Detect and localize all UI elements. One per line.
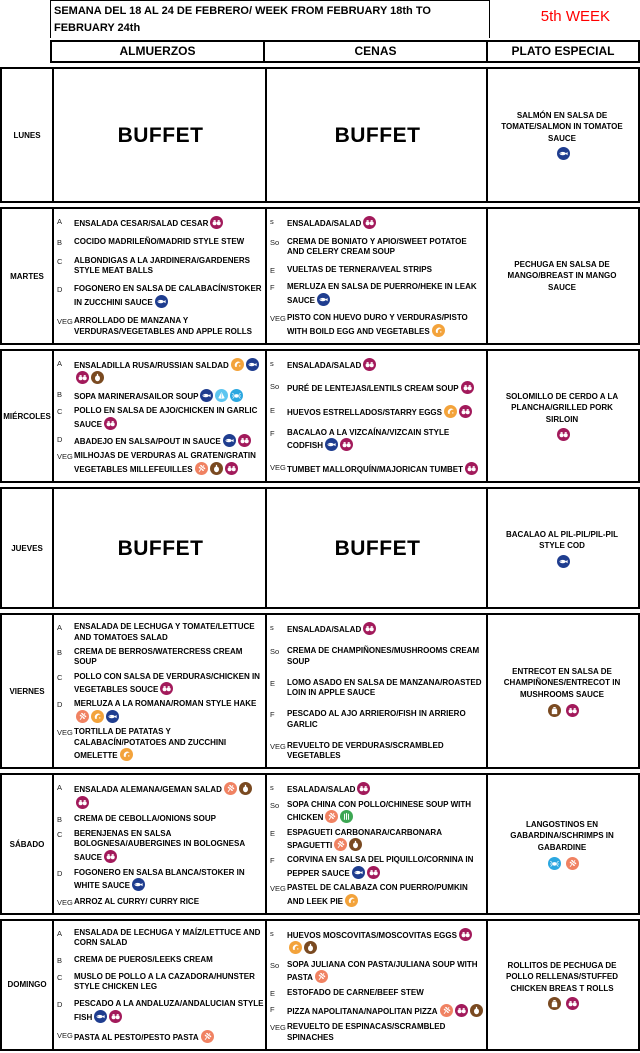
lunch-cell [54,921,267,1049]
item-text: REVUELTO DE VERDURAS/SCRAMBLED VEGETABLES [287,741,485,762]
item-code: D [57,284,74,308]
item-text: ENSALADA CESAR/SALAD CESAR [74,216,223,229]
day-label: VIERNES [2,615,54,767]
lunch-cell [54,775,267,913]
item-text: ARROLLADO DE MANZANA Y VERDURAS/VEGETABLES AND APPLE ROLLS [74,316,264,337]
menu-item [57,406,264,430]
day-row-lunes [0,67,640,203]
item-code: C [57,972,74,993]
gluten-allergen-icon [315,970,328,983]
menu-item [57,237,264,247]
item-code: So [270,800,287,824]
menu-item [270,855,485,879]
item-text: POLLO EN SALSA DE AJO/CHICKEN IN GARLIC SAUCE [74,406,264,430]
menu-item [57,928,264,949]
item-code: A [57,622,74,643]
menu-item [270,462,485,475]
item-code: A [57,782,74,809]
menu-item [270,960,485,984]
dinner-cell [267,69,488,201]
eggs-allergen-icon [225,462,238,475]
item-code: E [270,678,287,699]
day-row-miercoles [0,349,640,483]
item-text: ENSALADA/SALAD [287,216,376,229]
eggs-allergen-icon [461,381,474,394]
item-text: ENSALADA/SALAD [287,358,376,371]
menu-item [270,313,485,337]
gluten-allergen-icon [195,462,208,475]
item-code: VEG [57,316,74,337]
menu-item [270,988,485,998]
fish-allergen-icon [352,866,365,879]
special-dish-allergens [546,857,579,870]
item-text: ESALADA/SALAD [287,782,370,795]
eggs-allergen-icon [210,216,223,229]
menu-item [270,622,485,635]
special-dish-text: SALMÓN EN SALSA DE TOMATE/SALMON IN TOMATOE SAUCE [500,110,624,145]
item-code: So [270,381,287,394]
item-code: D [57,868,74,892]
item-code: VEG [57,727,74,761]
fish-allergen-icon [155,295,168,308]
special-dish-allergens [555,555,570,568]
eggs-allergen-icon [459,928,472,941]
item-text: BACALAO A LA VIZCAÍNA/VIZCAIN STYLE CODFISH [287,428,485,452]
day-label: MIÉRCOLES [2,351,54,481]
gluten-allergen-icon [334,838,347,851]
item-code: E [270,988,287,998]
allergen-brown-icon [349,838,362,851]
special-dish-cell [488,775,636,913]
fish-allergen-icon [557,147,570,160]
item-text: PESCADO AL AJO ARRIERO/FISH IN ARRIERO GARLIC [287,709,485,730]
menu-item [270,428,485,452]
item-text: MUSLO DE POLLO A LA CAZADORA/HUNSTER STYLE CHICKEN LEG [74,972,264,993]
item-text: SOPA MARINERA/SAILOR SOUP [74,389,243,402]
menu-item [57,622,264,643]
day-row-domingo [0,919,640,1051]
menu-item [57,999,264,1023]
menu-item [57,972,264,993]
item-code: So [270,237,287,258]
menu-item [57,699,264,723]
allergen-amber-icon [231,358,244,371]
fish-allergen-icon [317,293,330,306]
item-code: B [57,955,74,965]
eggs-allergen-icon [357,782,370,795]
gluten-allergen-icon [325,810,338,823]
item-code: VEG [270,462,287,475]
special-dish-text: BACALAO AL PIL-PIL/PIL-PIL STYLE COD [500,529,624,552]
gluten-allergen-icon [566,857,579,870]
buffet-label: BUFFET [335,124,421,148]
item-text: PISTO CON HUEVO DURO Y VERDURAS/PISTO WITH BOILD EGG AND VEGETABLES [287,313,485,337]
menu-item [270,265,485,275]
item-code: s [270,216,287,229]
menu-item [57,647,264,668]
fish-allergen-icon [223,434,236,447]
menu-item [57,451,264,475]
fish-allergen-icon [246,358,259,371]
item-code: C [57,406,74,430]
eggs-allergen-icon [465,462,478,475]
eggs-allergen-icon [238,434,251,447]
menu-item [270,678,485,699]
item-code: VEG [270,741,287,762]
special-dish-text: PECHUGA EN SALSA DE MANGO/BREAST IN MANGO SAUCE [500,259,624,294]
item-code: A [57,216,74,229]
item-text: PESCADO A LA ANDALUZA/ANDALUCIAN STYLE FISH [74,999,264,1023]
item-text: SOPA JULIANA CON PASTA/JULIANA SOUP WITH PASTA [287,960,485,984]
item-text: CORVINA EN SALSA DEL PIQUILLO/CORNINA IN PEPPER SAUCE [287,855,485,879]
eggs-allergen-icon [109,1010,122,1023]
allergen-amber-icon [91,710,104,723]
item-text: ENSALADA ALEMANA/GEMAN SALAD [74,782,264,809]
eggs-allergen-icon [104,850,117,863]
item-text: TORTILLA DE PATATAS Y CALABACÍN/POTATOES AND ZUCCHINI OMELETTE [74,727,264,761]
eggs-allergen-icon [76,371,89,384]
item-code: s [270,358,287,371]
allergen-brown-icon [239,782,252,795]
day-label: SÁBADO [2,775,54,913]
dinner-cell [267,775,488,913]
gluten-allergen-icon [224,782,237,795]
item-code: C [57,256,74,277]
item-text: CREMA DE PUEROS/LEEKS CREAM [74,955,213,965]
day-label: DOMINGO [2,921,54,1049]
day-row-jueves [0,487,640,609]
special-dish-cell [488,209,636,343]
item-code: E [270,405,287,418]
item-code: VEG [57,451,74,475]
item-code: VEG [57,897,74,907]
special-dish-text: SOLOMILLO DE CERDO A LA PLANCHA/GRILLED PORK SIRLOIN [500,391,624,426]
item-text: ARROZ AL CURRY/ CURRY RICE [74,897,199,907]
item-text: ENSALADA/SALAD [287,622,376,635]
item-text: HUEVOS MOSCOVITAS/MOSCOVITAS EGGS [287,928,485,955]
item-code: E [270,828,287,852]
item-text: ESTOFADO DE CARNE/BEEF STEW [287,988,424,998]
special-dish-allergens [555,147,570,160]
eggs-allergen-icon [104,417,117,430]
item-code: F [270,709,287,730]
gluten-allergen-icon [440,1004,453,1017]
menu-item [270,782,485,795]
column-header-row [50,40,640,63]
item-code: F [270,1004,287,1017]
menu-item [57,782,264,809]
menu-item [270,741,485,762]
item-text: FOGONERO EN SALSA DE CALABACÍN/STOKER IN ZUCCHINI SAUCE [74,284,264,308]
menu-item [270,282,485,306]
item-code: D [57,999,74,1023]
allergen-brown-icon [210,462,223,475]
menu-item [270,646,485,667]
menu-item [57,389,264,402]
fish-allergen-icon [200,389,213,402]
item-text: HUEVOS ESTRELLADOS/STARRY EGGS [287,405,472,418]
special-dish-cell [488,489,636,607]
dinner-cell [267,615,488,767]
item-text: CREMA DE CHAMPIÑONES/MUSHROOMS CREAM SOUP [287,646,485,667]
item-text: CREMA DE BERROS/WATERCRESS CREAM SOUP [74,647,264,668]
day-row-martes [0,207,640,345]
dinner-cell [267,921,488,1049]
eggs-allergen-icon [363,358,376,371]
milk-allergen-icon [548,997,561,1010]
item-text: ENSALADA DE LECHUGA Y MAÍZ/LETTUCE AND CORN SALAD [74,928,264,949]
item-text: PURÉ DE LENTEJAS/LENTILS CREAM SOUP [287,381,474,394]
item-text: CREMA DE BONIATO Y APIO/SWEET POTATOE AND CELERY CREAM SOUP [287,237,485,258]
item-code: E [270,265,287,275]
item-text: PASTEL DE CALABAZA CON PUERRO/PUMKIN AND LEEK PIE [287,883,485,907]
dinner-cell [267,489,488,607]
gluten-allergen-icon [76,710,89,723]
fish-allergen-icon [557,555,570,568]
menu-item [57,256,264,277]
item-text: PASTA AL PESTO/PESTO PASTA [74,1030,214,1043]
special-dish-allergens [546,997,579,1010]
menu-item [57,727,264,761]
dinner-cell [267,351,488,481]
menu-item [270,1004,485,1017]
fish-allergen-icon [325,438,338,451]
special-dish-cell [488,921,636,1049]
dinner-cell [267,209,488,343]
eggs-allergen-icon [363,622,376,635]
eggs-allergen-icon [160,682,173,695]
menu-item [270,358,485,371]
item-text: MERLUZA A LA ROMANA/ROMAN STYLE HAKE [74,699,264,723]
item-text: PIZZA NAPOLITANA/NAPOLITAN PIZZA [287,1004,483,1017]
special-dish-text: ROLLITOS DE PECHUGA DE POLLO RELLENAS/STUFFED CHICKEN BREAS T ROLLS [500,960,624,995]
menu-item [270,928,485,955]
crustaceans-allergen-icon [230,389,243,402]
fish-allergen-icon [94,1010,107,1023]
allergen-brown-icon [91,371,104,384]
menu-item [57,216,264,229]
eggs-allergen-icon [566,997,579,1010]
menu-item [270,381,485,394]
item-code: VEG [57,1030,74,1043]
special-dish-allergens [555,428,570,441]
special-dish-cell [488,69,636,201]
eggs-allergen-icon [566,704,579,717]
item-text: MERLUZA EN SALSA DE PUERRO/HEKE IN LEAK SAUCE [287,282,485,306]
item-code: F [270,428,287,452]
item-text: SOPA CHINA CON POLLO/CHINESE SOUP WITH CHICKEN [287,800,485,824]
special-dish-cell [488,615,636,767]
menu-item [57,814,264,824]
item-text: ALBONDIGAS A LA JARDINERA/GARDENERS STYLE MEAT BALLS [74,256,264,277]
item-code: s [270,622,287,635]
lunch-cell [54,615,267,767]
allergen-amber-icon [345,894,358,907]
special-dish-text: LANGOSTINOS EN GABARDINA/SCHRIMPS IN GABARDINE [500,819,624,854]
item-code: B [57,814,74,824]
header [0,0,640,40]
column-header-almuerzos: ALMUERZOS [50,40,265,63]
lunch-cell [54,69,267,201]
item-code: VEG [270,883,287,907]
item-code: F [270,855,287,879]
day-label: JUEVES [2,489,54,607]
item-code: B [57,389,74,402]
item-code: So [270,960,287,984]
menu-item [270,1022,485,1043]
menu-item [270,800,485,824]
item-code: C [57,672,74,696]
menu-item [57,316,264,337]
buffet-label: BUFFET [118,124,204,148]
menu-item [57,358,264,385]
allergen-brown-icon [470,1004,483,1017]
item-text: POLLO CON SALSA DE VERDURAS/CHICKEN IN VEGETABLES SOUCE [74,672,264,696]
milk-allergen-icon [548,704,561,717]
item-text: REVUELTO DE ESPINACAS/SCRAMBLED SPINACHES [287,1022,485,1043]
fish-allergen-icon [106,710,119,723]
item-text: CREMA DE CEBOLLA/ONIONS SOUP [74,814,216,824]
eggs-allergen-icon [340,438,353,451]
lunch-cell [54,489,267,607]
week-badge: 5th WEEK [541,8,610,25]
eggs-allergen-icon [557,428,570,441]
menu-item [57,284,264,308]
menu-item [57,434,264,447]
menu-item [270,828,485,852]
item-text: ENSALADILLA RUSA/RUSSIAN SALDAD [74,358,264,385]
special-dish-text: ENTRECOT EN SALSA DE CHAMPIÑONES/ENTRECOT IN MUSHROOMS SAUCE [500,666,624,701]
column-header-cenas: CENAS [265,40,488,63]
gluten-allergen-icon [201,1030,214,1043]
item-code: s [270,782,287,795]
allergen-amber-icon [444,405,457,418]
day-label: MARTES [2,209,54,343]
item-code: D [57,434,74,447]
item-code: VEG [270,313,287,337]
item-text: LOMO ASADO EN SALSA DE MANZANA/ROASTED LOIN IN APPLE SAUCE [287,678,485,699]
eggs-allergen-icon [363,216,376,229]
item-code: B [57,647,74,668]
menu-item [270,216,485,229]
page-title: SEMANA DEL 18 AL 24 DE FEBRERO/ WEEK FROM FEBRUARY 18th TO FEBRUARY 24th [50,0,490,38]
eggs-allergen-icon [459,405,472,418]
item-code: A [57,358,74,385]
item-text: ESPAGUETI CARBONARA/CARBONARA SPAGUETTI [287,828,485,852]
menu-item [57,955,264,965]
menu-item [270,237,485,258]
eggs-allergen-icon [76,796,89,809]
celery-allergen-icon [340,810,353,823]
eggs-allergen-icon [367,866,380,879]
item-text: COCIDO MADRILEÑO/MADRID STYLE STEW [74,237,244,247]
menu-item [270,709,485,730]
special-dish-allergens [546,704,579,717]
fish-allergen-icon [132,878,145,891]
menu-item [57,1030,264,1043]
molluscs-allergen-icon [215,389,228,402]
item-text: BERENJENAS EN SALSA BOLOGNESA/AUBERGINES IN BOLOGNESA SAUCE [74,829,264,863]
buffet-label: BUFFET [118,537,204,561]
menu-item [57,672,264,696]
allergen-amber-icon [432,324,445,337]
lunch-cell [54,351,267,481]
menu-table-body [0,67,640,1051]
day-row-sabado [0,773,640,915]
eggs-allergen-icon [455,1004,468,1017]
item-code: A [57,928,74,949]
allergen-amber-icon [289,941,302,954]
item-text: VUELTAS DE TERNERA/VEAL STRIPS [287,265,432,275]
item-text: ENSALADA DE LECHUGA Y TOMATE/LETTUCE AND TOMATOES SALAD [74,622,264,643]
special-dish-cell [488,351,636,481]
item-code: B [57,237,74,247]
item-code: So [270,646,287,667]
allergen-brown-icon [304,941,317,954]
menu-item [57,868,264,892]
item-code: C [57,829,74,863]
item-code: D [57,699,74,723]
lunch-cell [54,209,267,343]
menu-item [57,829,264,863]
day-label: LUNES [2,69,54,201]
menu-item [270,405,485,418]
item-code: F [270,282,287,306]
menu-item [57,897,264,907]
day-row-viernes [0,613,640,769]
menu-item [270,883,485,907]
item-text: FOGONERO EN SALSA BLANCA/STOKER IN WHITE SAUCE [74,868,264,892]
buffet-label: BUFFET [335,537,421,561]
item-code: VEG [270,1022,287,1043]
allergen-amber-icon [120,748,133,761]
crustaceans-allergen-icon [548,857,561,870]
column-header-plato-especial: PLATO ESPECIAL [488,40,640,63]
item-code: s [270,928,287,955]
item-text: ABADEJO EN SALSA/POUT IN SAUCE [74,434,251,447]
item-text: TUMBET MALLORQUÍN/MAJORICAN TUMBET [287,462,478,475]
item-text: MILHOJAS DE VERDURAS AL GRATEN/GRATIN VEGETABLES MILLEFEUILLES [74,451,264,475]
